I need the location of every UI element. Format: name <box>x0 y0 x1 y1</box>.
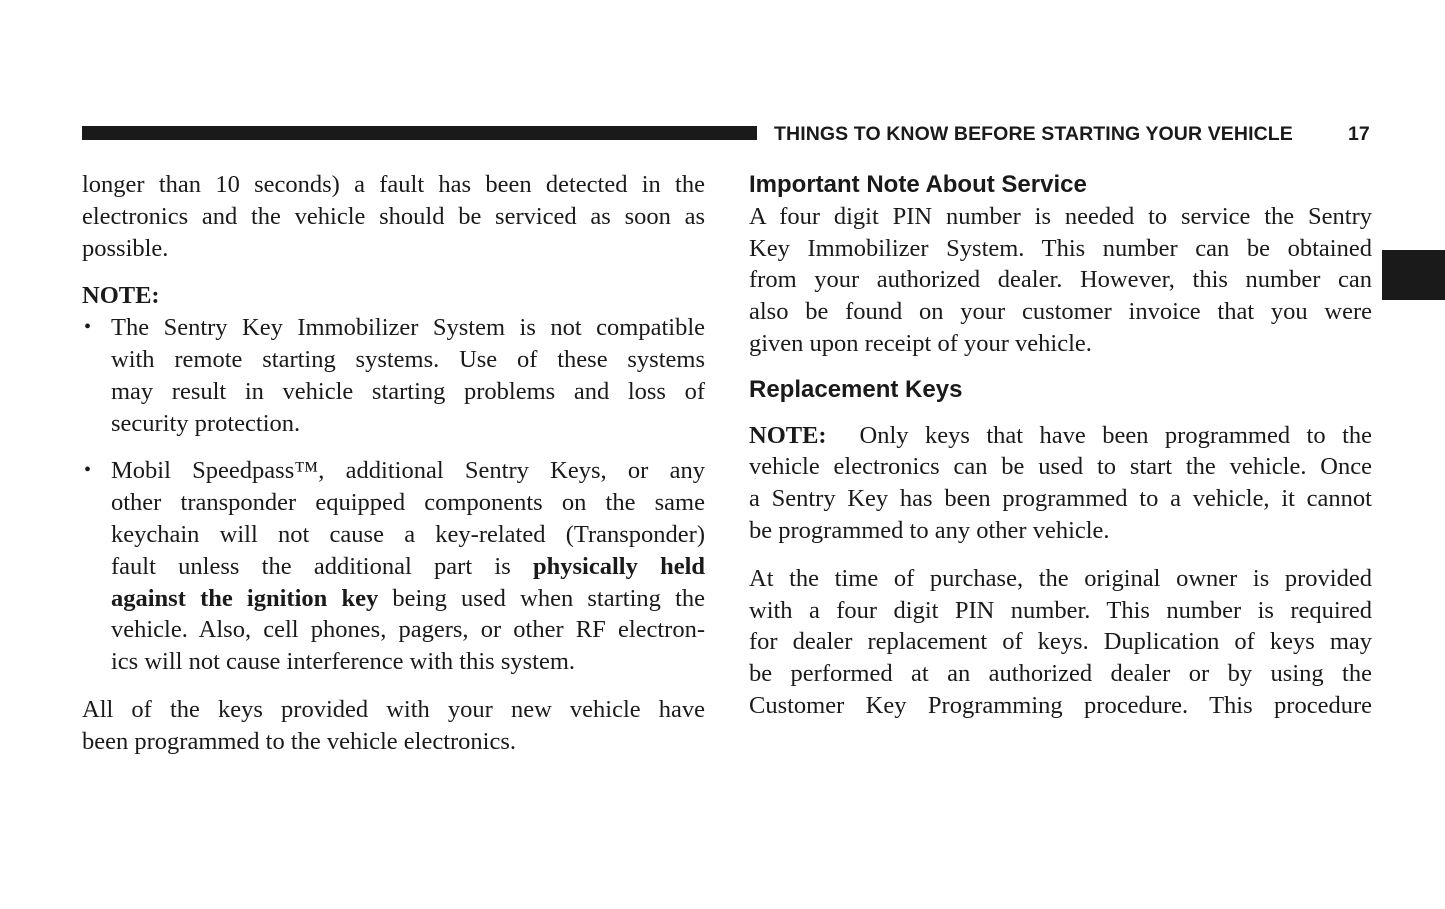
left-column <box>82 169 705 758</box>
text-line: with a four digit PIN number. This number is required <box>749 596 1372 624</box>
running-header-title: THINGS TO KNOW BEFORE STARTING YOUR VEHICLE <box>774 123 1293 145</box>
text-line: also be found on your customer invoice that you were <box>749 298 1372 326</box>
text-line: against the ignition key being used when starting the <box>111 584 705 612</box>
bullet-item-speedpass <box>82 455 705 678</box>
text-line: Mobil Speedpass™, additional Sentry Keys, or any <box>111 457 705 485</box>
text-line: other transponder equipped components on the same <box>111 489 705 517</box>
text-line: All of the keys provided with your new vehicle have <box>82 695 705 723</box>
text-line: A four digit PIN number is needed to service the Sentry <box>749 202 1372 230</box>
text-line: Key Immobilizer System. This number can be obtained <box>749 234 1372 262</box>
note-label: NOTE: <box>82 282 160 310</box>
section-thumb-tab <box>1382 250 1445 300</box>
closing-paragraph <box>82 694 705 758</box>
text-line: possible. <box>82 234 169 262</box>
right-column <box>749 169 1372 722</box>
text-line: ics will not cause interference with this system. <box>111 648 576 676</box>
text-line: from your authorized dealer. However, this number can <box>749 266 1372 294</box>
header-rule <box>82 126 757 140</box>
purchase-paragraph <box>749 563 1372 722</box>
note-label: NOTE: <box>749 421 827 449</box>
text-line: keychain will not cause a key-related (Transponder) <box>111 520 705 548</box>
text-line: for dealer replacement of keys. Duplication of keys may <box>749 628 1372 656</box>
text-line: given upon receipt of your vehicle. <box>749 329 1092 357</box>
bullet-icon: • <box>84 316 92 339</box>
page-number: 17 <box>1348 123 1370 145</box>
text-line: a Sentry Key has been programmed to a vehicle, it cannot <box>749 485 1372 513</box>
text-line: electronics and the vehicle should be serviced as soon as <box>82 202 705 230</box>
text-line: The Sentry Key Immobilizer System is not compatible <box>111 314 705 342</box>
section-heading-replacement-keys: Replacement Keys <box>749 375 963 403</box>
section-heading-service: Important Note About Service <box>749 171 1087 198</box>
emphasis-text: physically held <box>532 552 705 580</box>
text-line: NOTE: Only keys that have been programmed to the <box>749 421 1372 449</box>
text-line: security protection. <box>111 409 301 437</box>
text-line: vehicle electronics can be used to start the vehicle. Once <box>749 453 1372 481</box>
replacement-note-paragraph <box>749 420 1372 547</box>
text-line: longer than 10 seconds) a fault has been detected in the <box>82 171 705 198</box>
text-line: fault unless the additional part is physically held <box>111 552 705 580</box>
bullet-icon: • <box>84 459 92 482</box>
text-line: be programmed to any other vehicle. <box>749 516 1110 544</box>
text-line: Customer Key Programming procedure. This procedure <box>749 691 1372 719</box>
emphasis-text: against the ignition key <box>111 584 379 612</box>
service-paragraph <box>749 201 1372 360</box>
text-line: At the time of purchase, the original owner is provided <box>749 564 1372 592</box>
bullet-item-compatibility <box>82 312 705 439</box>
intro-paragraph <box>82 169 705 264</box>
text-line: be performed at an authorized dealer or by using the <box>749 660 1372 688</box>
text-line: vehicle. Also, cell phones, pagers, or other RF electron- <box>111 616 705 644</box>
text-line: with remote starting systems. Use of these systems <box>111 345 705 373</box>
text-line: may result in vehicle starting problems and loss of <box>111 377 705 405</box>
text-line: been programmed to the vehicle electronics. <box>82 727 517 755</box>
